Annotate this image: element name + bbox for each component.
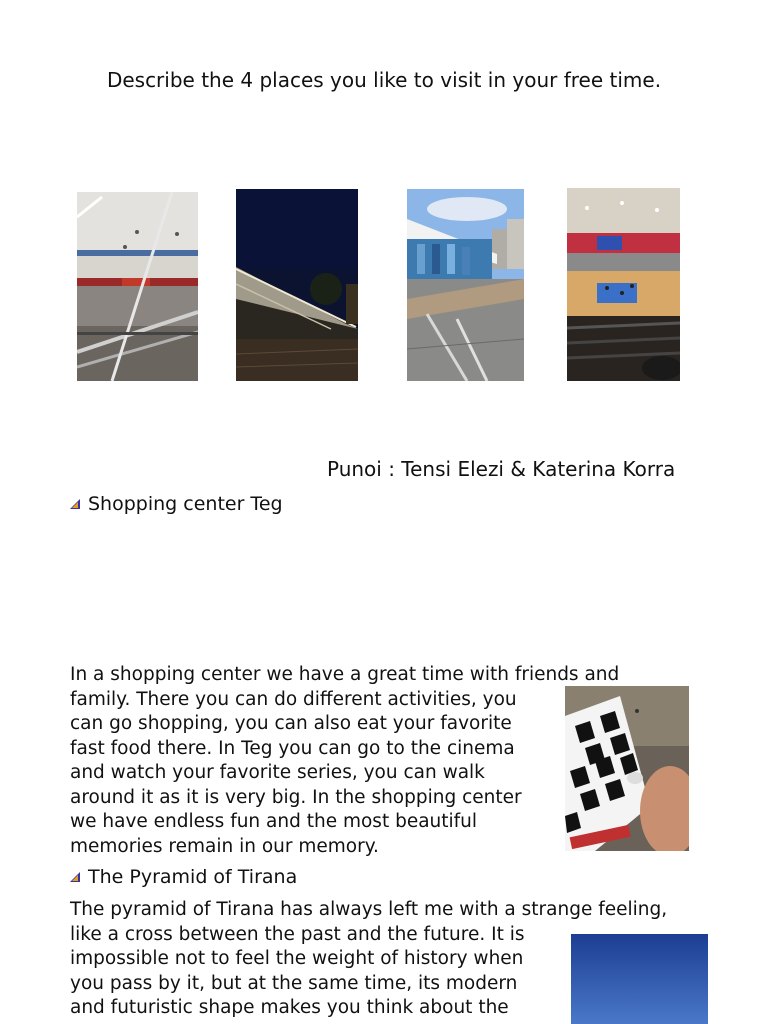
section-heading-text: The Pyramid of Tirana — [88, 866, 298, 888]
section-heading-shopping — [70, 493, 283, 515]
paragraph-line: memories remain in our memory. — [70, 835, 379, 857]
bullet-icon — [70, 872, 80, 882]
paragraph-line: family. There you can do different activities, you — [70, 688, 517, 710]
author-credit: Punoi : Tensi Elezi & Katerina Korra — [327, 457, 676, 481]
photo-snack-wrapper — [565, 686, 689, 851]
paragraph-line: impossible not to feel the weight of history when — [70, 948, 524, 969]
paragraph-line: fast food there. In Teg you can go to the cinema — [70, 737, 515, 759]
section-heading-pyramid — [70, 866, 297, 888]
photo-basketball-arena — [567, 188, 680, 381]
photo-shopping-mall — [77, 192, 198, 381]
paragraph-line: you pass by it, but at the same time, its modern — [70, 972, 518, 994]
page-title: Describe the 4 places you like to visit in your free time. — [106, 68, 662, 92]
paragraph-line: and watch your favorite series, you can walk — [70, 762, 485, 783]
photo-evening-sky — [571, 934, 708, 1024]
photo-night-stairs — [236, 189, 358, 381]
paragraph-line: can go shopping, you can also eat your favorite — [70, 713, 512, 734]
paragraph-line: In a shopping center we have a great time with friends and — [70, 664, 620, 685]
bullet-icon — [70, 499, 80, 509]
photo-pyramid-building — [407, 189, 524, 381]
section-heading-text: Shopping center Teg — [88, 493, 283, 515]
section-paragraph-shopping — [70, 663, 619, 859]
paragraph-line: we have endless fun and the most beautiful — [70, 811, 478, 832]
paragraph-line: The pyramid of Tirana has always left me with a strange feeling, — [70, 899, 668, 920]
paragraph-line: like a cross between the past and the future. It is — [70, 923, 525, 945]
paragraph-line: around it as it is very big. In the shopping center — [70, 786, 522, 808]
paragraph-line: and futuristic shape makes you think about the — [70, 997, 509, 1018]
